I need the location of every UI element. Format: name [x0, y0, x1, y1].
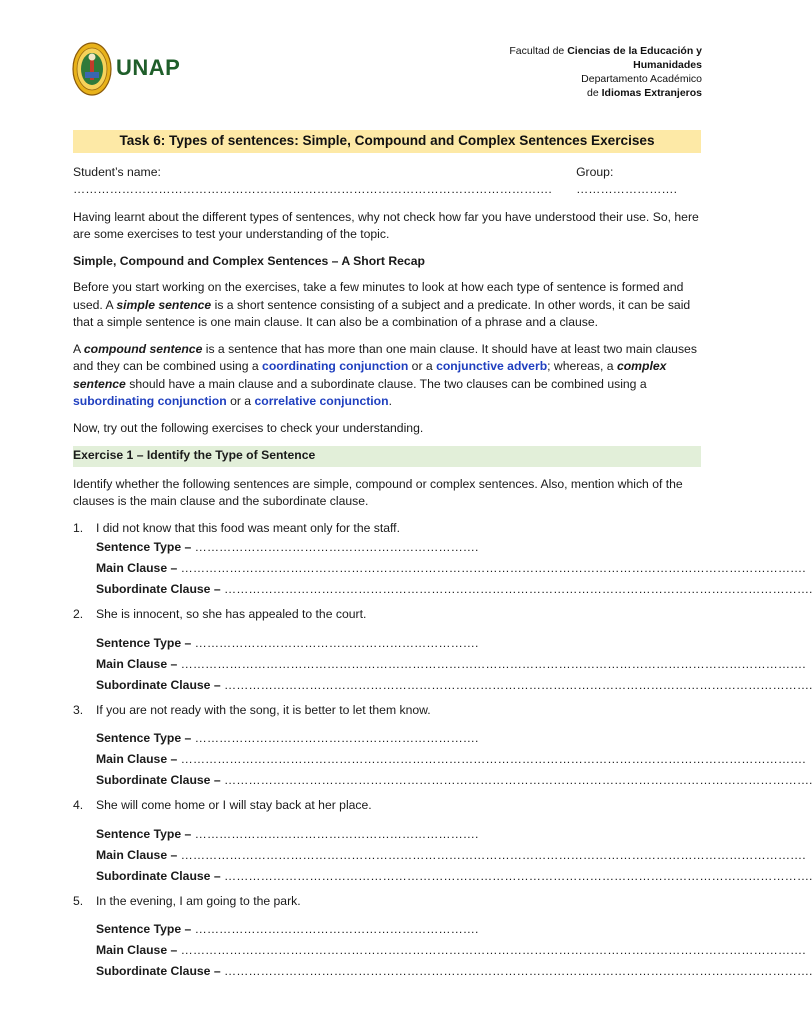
- main-clause-field[interactable]: Main Clause – ……………………………………………………………………………………………………………………………………….: [96, 943, 806, 957]
- term-complex-sentence: complex sentence: [73, 359, 667, 391]
- faculty-prefix: Facultad de: [509, 45, 565, 57]
- university-logo: [72, 42, 212, 98]
- question-4: 4. She will come home or I will stay back at her place.: [73, 797, 701, 815]
- question-text: If you are not ready with the song, it is better to let them know.: [96, 702, 431, 717]
- answer-fields-4: [96, 826, 812, 889]
- link-correlative-conjunction[interactable]: correlative conjunction: [254, 394, 389, 408]
- question-list: [73, 520, 812, 985]
- logo-text: UNAP: [116, 55, 181, 80]
- link-coordinating-conjunction[interactable]: coordinating conjunction: [262, 359, 409, 373]
- sentence-type-field[interactable]: Sentence Type – …………………………………………………………….: [96, 540, 479, 554]
- main-clause-field[interactable]: Main Clause – ……………………………………………………………………………………………………………………………………….: [96, 847, 806, 862]
- subordinate-clause-field[interactable]: Subordinate Clause – ……………………………………………………………………………………………………………………………….: [96, 964, 812, 978]
- answer-fields-5: [96, 921, 812, 984]
- term-simple-sentence: simple sentence: [116, 297, 212, 312]
- dept-name: Idiomas Extranjeros: [601, 87, 702, 99]
- sentence-type-field[interactable]: Sentence Type – …………………………………………………………….: [96, 826, 479, 841]
- question-1: 1. I did not know that this food was meant only for the staff.: [73, 520, 701, 538]
- student-name-field[interactable]: Student’s name: ……………………………………………………………………………………………………….: [73, 164, 552, 196]
- recap-heading: Simple, Compound and Complex Sentences – A Short Recap: [73, 253, 425, 268]
- dept-prefix: de: [587, 87, 599, 99]
- sentence-type-field[interactable]: Sentence Type – …………………………………………………………….: [96, 922, 479, 936]
- answer-fields-3: [96, 730, 812, 793]
- faculty-name-2: Humanidades: [633, 59, 702, 71]
- question-5: 5. In the evening, I am going to the park.: [73, 893, 701, 911]
- compound-complex-paragraph: A compound sentence is a sentence that has more than one main clause. It should have at least two main clauses and they can be combined using a coordinating conjunction or a conjunctive adverb; whereas, a complex sentence should have a main clause and a subordinate clause. The two clauses can be combined using a subordinating conjunction or a correlative conjunction.: [73, 341, 697, 408]
- main-clause-field[interactable]: Main Clause – ……………………………………………………………………………………………………………………………………….: [96, 752, 806, 766]
- main-clause-field[interactable]: Main Clause – ……………………………………………………………………………………………………………………………………….: [96, 561, 806, 575]
- faculty-info: [442, 44, 702, 100]
- link-subordinating-conjunction[interactable]: subordinating conjunction: [73, 394, 227, 408]
- simple-sentence-paragraph: Before you start working on the exercises, take a few minutes to look at how each type of sentence is formed and used. A simple sentence is a short sentence consisting of a subject and a predicate. In other words, it can be said that a simple sentence is one main clause. It can also be a combination of a phrase and a clause.: [73, 280, 691, 329]
- question-text: I did not know that this food was meant only for the staff.: [96, 520, 400, 535]
- answer-fields-1: [96, 539, 812, 602]
- link-conjunctive-adverb[interactable]: conjunctive adverb: [436, 359, 548, 373]
- university-seal-icon: [72, 42, 112, 96]
- subordinate-clause-field[interactable]: Subordinate Clause – ……………………………………………………………………………………………………………………………….: [96, 582, 812, 596]
- question-text: In the evening, I am going to the park.: [96, 893, 301, 908]
- student-info-line: [73, 164, 701, 199]
- faculty-name-1: Ciencias de la Educación y: [567, 45, 702, 57]
- intro-paragraph: Having learnt about the different types of sentences, why not check how far you have understood their use. So, here are some exercises to test your understanding of the topic.: [73, 209, 699, 241]
- sentence-type-field[interactable]: Sentence Type – …………………………………………………………….: [96, 731, 479, 745]
- exercise-1-heading: Exercise 1 – Identify the Type of Sentence: [73, 446, 701, 467]
- task-title: Task 6: Types of sentences: Simple, Compound and Complex Sentences Exercises: [73, 130, 701, 153]
- answer-fields-2: [96, 635, 812, 698]
- department: Departamento Académico: [581, 73, 702, 85]
- main-clause-field[interactable]: Main Clause – ……………………………………………………………………………………………………………………………………….: [96, 656, 806, 671]
- sentence-type-field[interactable]: Sentence Type – …………………………………………………………….: [96, 635, 479, 650]
- subordinate-clause-field[interactable]: Subordinate Clause – ……………………………………………………………………………………………………………………………….: [96, 773, 812, 787]
- now-paragraph: Now, try out the following exercises to check your understanding.: [73, 420, 424, 435]
- term-compound-sentence: compound sentence: [83, 341, 203, 356]
- exercise-1-instructions: Identify whether the following sentences are simple, compound or complex sentences. Also, mention which of the clauses is the main clause and the subordinate clause.: [73, 476, 683, 508]
- subordinate-clause-field[interactable]: Subordinate Clause – ……………………………………………………………………………………………………………………………….: [96, 677, 812, 692]
- question-2: 2. She is innocent, so she has appealed to the court.: [73, 606, 701, 624]
- question-text: She will come home or I will stay back at her place.: [96, 798, 372, 812]
- page-header: [0, 0, 768, 110]
- question-3: 3. If you are not ready with the song, it is better to let them know.: [73, 702, 701, 720]
- question-text: She is innocent, so she has appealed to the court.: [96, 607, 367, 621]
- document-body: [73, 130, 812, 984]
- subordinate-clause-field[interactable]: Subordinate Clause – ……………………………………………………………………………………………………………………………….: [96, 868, 812, 883]
- group-field[interactable]: Group: …………………….: [576, 164, 677, 196]
